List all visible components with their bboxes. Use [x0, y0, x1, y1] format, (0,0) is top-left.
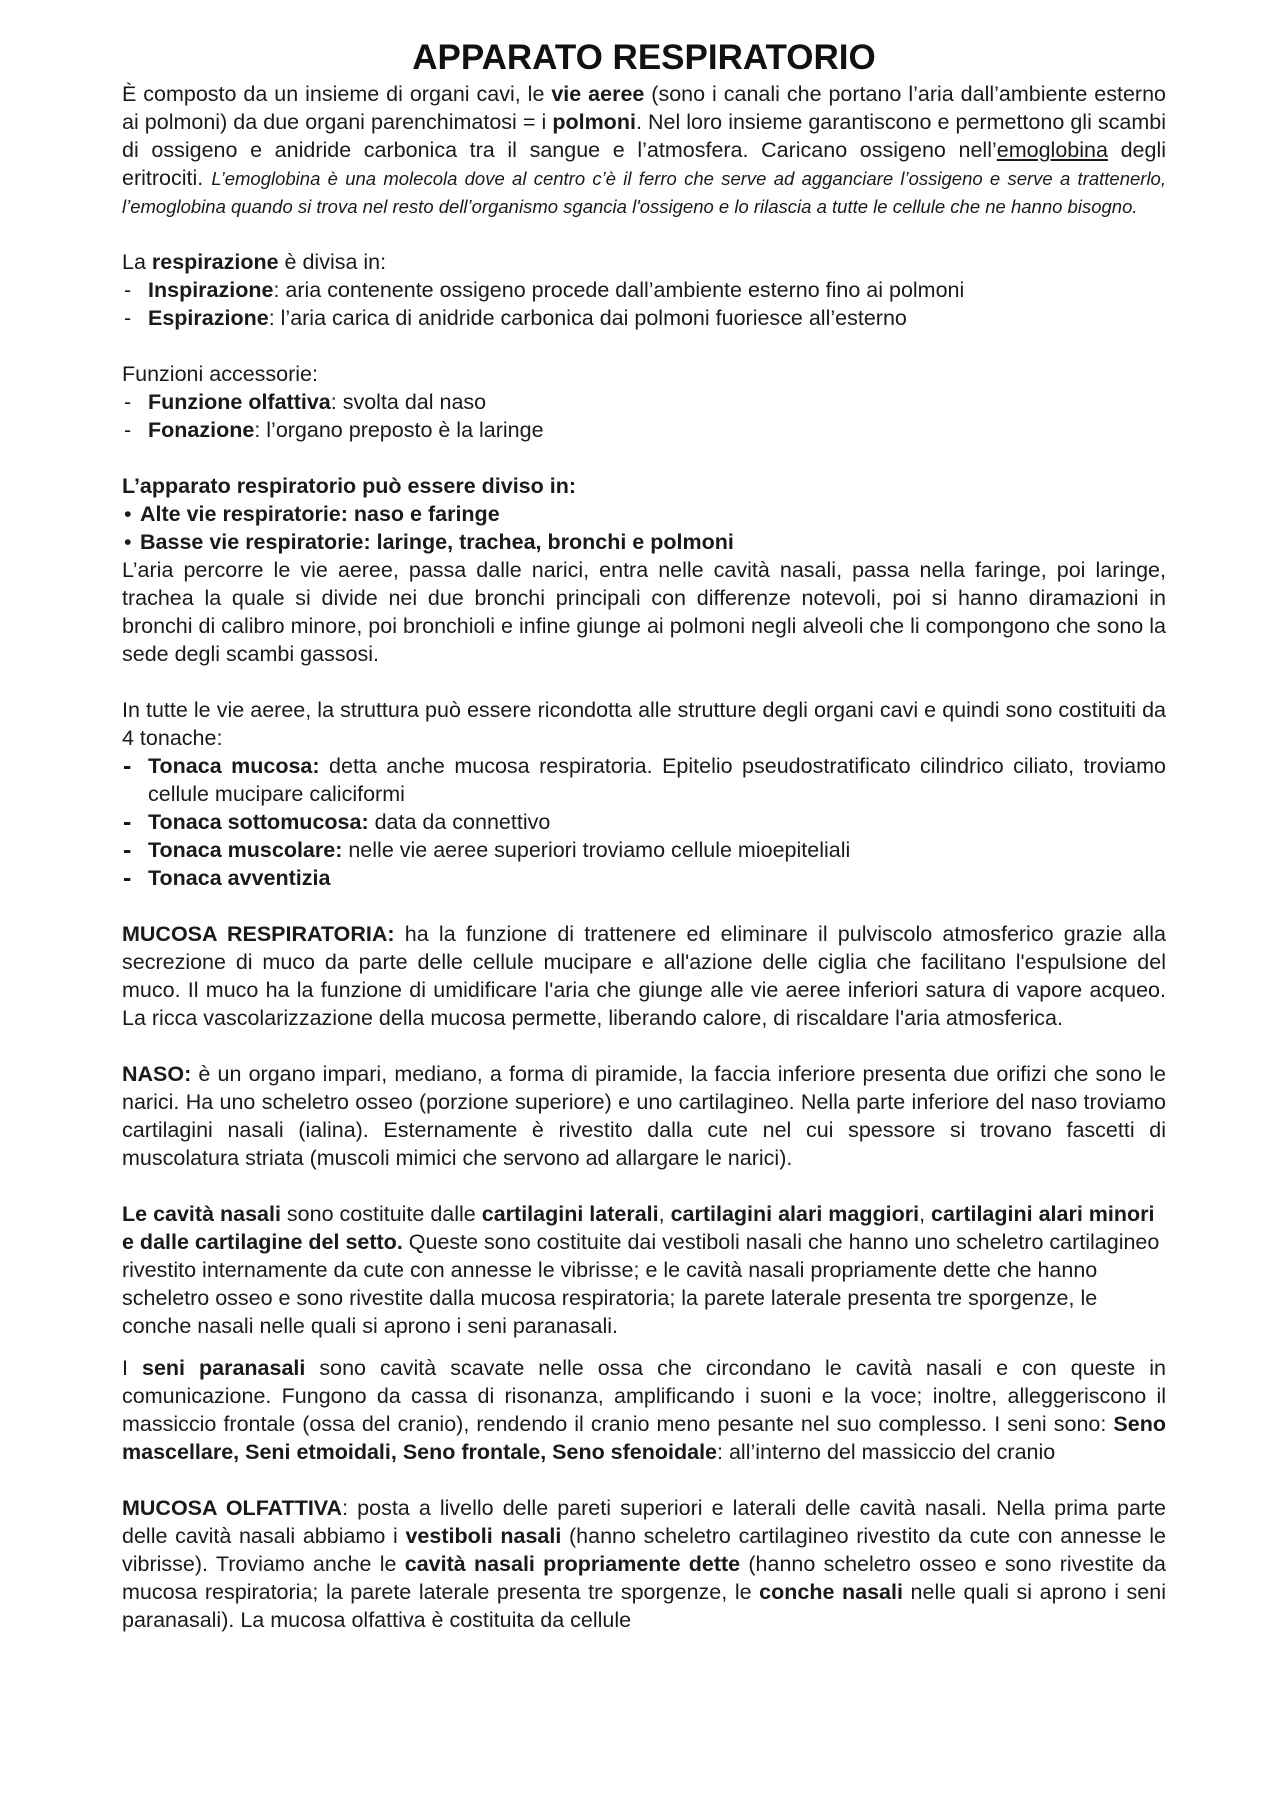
respirazione-list: [122, 276, 1166, 332]
emoglobina-underlined: emoglobina: [996, 138, 1108, 162]
funzioni-list: [122, 388, 1166, 444]
emoglobina-note: L’emoglobina è una molecola dove al centro c’è il ferro che serve ad agganciare l’ossigeno e serve a trattenerlo, l’emoglobina quando si trova nel resto dell’organismo sgancia l'ossigeno e lo rilascia a tutte le cellule che ne hanno bisogno.: [122, 168, 1166, 217]
mucosa-respiratoria-paragraph: MUCOSA RESPIRATORIA: ha la funzione di trattenere ed eliminare il pulviscolo atmosferico grazie alla secrezione di muco da parte delle cellule mucipare e all'azione delle ciglia che facilitano l'espulsione del muco. Il muco ha la funzione di umidificare l'aria che giunge alle vie aeree inferiori satura di vapore acqueo. La ricca vascolarizzazione della mucosa permette, liberando calore, di riscaldare l'aria atmosferica.: [122, 922, 1166, 1030]
page-title: APPARATO RESPIRATORIO: [412, 38, 876, 77]
divisione-list: [122, 500, 1166, 556]
naso-paragraph: NASO: è un organo impari, mediano, a forma di piramide, la faccia inferiore presenta due orifizi che sono le narici. Ha uno scheletro osseo (porzione superiore) e uno cartilagineo. Nella parte inferiore del naso troviamo cartilagini nasali (ialina). Esternamente è rivestito dalla cute nel cui spessore si trovano fascetti di muscolatura striata (muscoli mimici che servono ad allargare le narici).: [122, 1062, 1166, 1170]
list-item: - Fonazione: l’organo preposto è la laringe: [122, 416, 1166, 444]
list-item: - Tonaca mucosa: detta anche mucosa respiratoria. Epitelio pseudostratificato cilindrico ciliato, troviamo cellule mucipare caliciformi: [122, 752, 1166, 808]
respirazione-heading: La respirazione è divisa in:: [122, 250, 387, 274]
list-item: - Tonaca muscolare: nelle vie aeree superiori troviamo cellule mioepiteliali: [122, 836, 1166, 864]
percorso-aria-paragraph: L’aria percorre le vie aeree, passa dalle narici, entra nelle cavità nasali, passa nella faringe, poi laringe, trachea la quale si divide nei due bronchi principali con differenze notevoli, poi si hanno diramazioni in bronchi di calibro minore, poi bronchioli e infine giunge ai polmoni negli alveoli che li compongono che sono la sede degli scambi gassosi.: [122, 558, 1166, 666]
mucosa-olfattiva-paragraph: MUCOSA OLFATTIVA: posta a livello delle pareti superiori e laterali delle cavità nasali. Nella prima parte delle cavità nasali abbiamo i vestiboli nasali (hanno scheletro cartilagineo rivestito da cute con annesse le vibrisse). Troviamo anche le cavità nasali propriamente dette (hanno scheletro osseo e sono rivestite da mucosa respiratoria; la parete laterale presenta tre sporgenze, le conche nasali nelle quali si aprono i seni paranasali). La mucosa olfattiva è costituita da cellule: [122, 1496, 1166, 1632]
cavita-nasali-paragraph: Le cavità nasali sono costituite dalle cartilagini laterali, cartilagini alari maggiori, cartilagini alari minori e dalle cartilagine del setto. Queste sono costituite dai vestiboli nasali che hanno uno scheletro cartilagineo rivestito internamente da cute con annesse le vibrisse; e le cavità nasali propriamente dette che hanno scheletro osseo e sono rivestite dalla mucosa respiratoria; la parete laterale presenta tre sporgenze, le conche nasali nelle quali si aprono i seni paranasali.: [122, 1202, 1160, 1338]
tonache-list: [122, 752, 1166, 892]
list-item: • Basse vie respiratorie: laringe, trachea, bronchi e polmoni: [122, 528, 1166, 556]
list-item: - Funzione olfattiva: svolta dal naso: [122, 388, 1166, 416]
divisione-heading: L’apparato respiratorio può essere diviso in:: [122, 474, 577, 498]
list-item: - Tonaca sottomucosa: data da connettivo: [122, 808, 1166, 836]
tonache-intro: In tutte le vie aeree, la struttura può essere ricondotta alle strutture degli organi cavi e quindi sono costituiti da 4 tonache:: [122, 698, 1166, 750]
funzioni-heading: Funzioni accessorie:: [122, 362, 318, 386]
intro-paragraph: È composto da un insieme di organi cavi, le vie aeree (sono i canali che portano l’aria dall’ambiente esterno ai polmoni) da due organi parenchimatosi = i polmoni. Nel loro insieme garantiscono e permettono gli scambi di ossigeno e anidride carbonica tra il sangue e l’atmosfera. Caricano ossigeno nell’emoglobina degli eritrociti. L’emoglobina è una molecola dove al centro c’è il ferro che serve ad agganciare l’ossigeno e serve a trattenerlo, l’emoglobina quando si trova nel resto dell’organismo sgancia l'ossigeno e lo rilascia a tutte le cellule che ne hanno bisogno.: [122, 82, 1167, 217]
list-item: • Alte vie respiratorie: naso e faringe: [122, 500, 1166, 528]
list-item: - Inspirazione: aria contenente ossigeno procede dall’ambiente esterno fino ai polmoni: [122, 276, 1166, 304]
list-item: - Espirazione: l’aria carica di anidride carbonica dai polmoni fuoriesce all’esterno: [122, 304, 1166, 332]
list-item: - Tonaca avventizia: [122, 864, 1166, 892]
seni-paranasali-paragraph: I seni paranasali sono cavità scavate nelle ossa che circondano le cavità nasali e con queste in comunicazione. Fungono da cassa di risonanza, amplificando i suoni e la voce; inoltre, alleggeriscono il massiccio frontale (ossa del cranio), rendendo il cranio meno pesante nel suo complesso. I seni sono: Seno mascellare, Seni etmoidali, Seno frontale, Seno sfenoidale: all’interno del massiccio del cranio: [122, 1356, 1166, 1464]
